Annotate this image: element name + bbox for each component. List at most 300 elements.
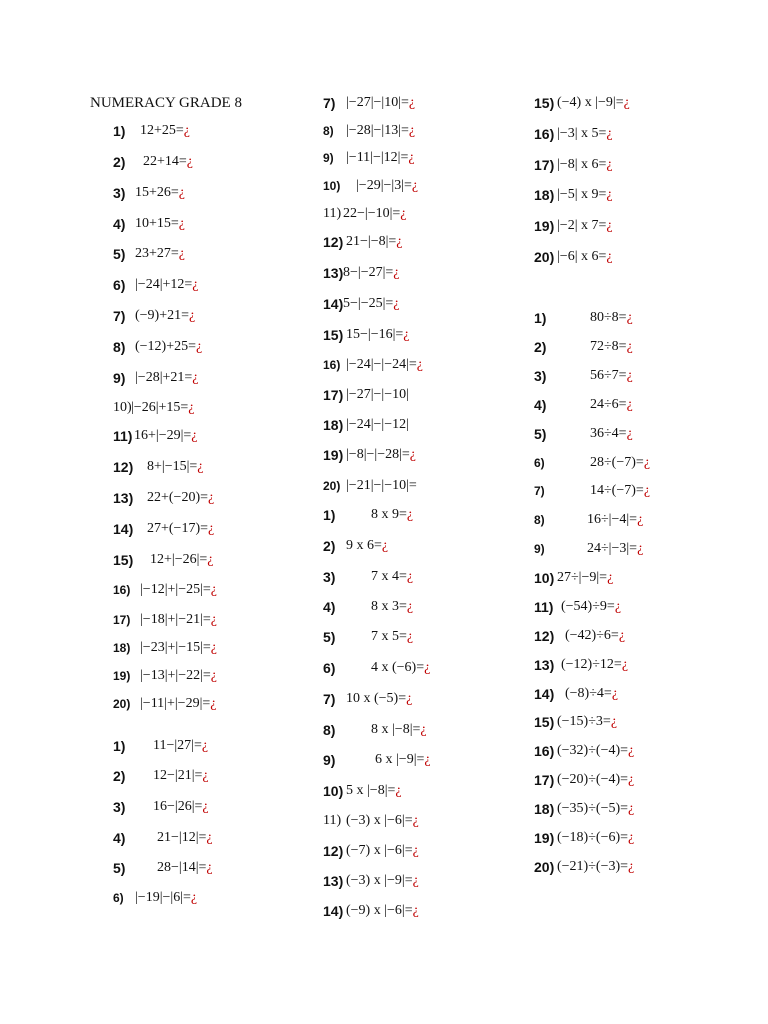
problem-number: 16) bbox=[113, 583, 131, 597]
expression-text: 12+25= bbox=[140, 123, 184, 138]
expression-text: 16÷|−4|= bbox=[587, 512, 638, 527]
answer-mark: ¿ bbox=[626, 426, 633, 441]
expression-text: 8 x |−8|= bbox=[371, 722, 421, 737]
problem-expression bbox=[346, 445, 416, 465]
expression-text: |−24|−|−24|= bbox=[346, 357, 417, 372]
problem-number: 4) bbox=[534, 397, 547, 413]
problem-number: 13) bbox=[534, 657, 555, 673]
problem-expression bbox=[147, 488, 214, 508]
problem-number: 9) bbox=[113, 370, 126, 386]
problem-expression bbox=[371, 627, 413, 647]
expression-text: (−9) x |−6|= bbox=[346, 903, 413, 918]
problem-number: 17) bbox=[323, 387, 344, 403]
problem-number: 10) bbox=[113, 400, 132, 415]
problem-expression bbox=[371, 567, 413, 587]
problem-number: 1) bbox=[113, 123, 126, 139]
answer-mark: ¿ bbox=[408, 150, 415, 165]
problem-number: 12) bbox=[323, 843, 344, 859]
problem-expression bbox=[346, 148, 415, 168]
problem-number: 18) bbox=[323, 417, 344, 433]
problem-expression bbox=[346, 901, 419, 921]
expression-text: |−28|−|13|= bbox=[346, 123, 409, 138]
expression-text: |−28|+21= bbox=[135, 370, 193, 385]
problem-number: 5) bbox=[323, 629, 336, 645]
answer-mark: ¿ bbox=[409, 447, 417, 462]
problem-expression bbox=[557, 216, 613, 236]
problem-expression bbox=[557, 185, 613, 205]
problem-expression bbox=[557, 857, 634, 877]
expression-text: 27÷|−9|= bbox=[557, 570, 608, 585]
problem-expression bbox=[557, 124, 613, 144]
problem-expression bbox=[356, 176, 418, 196]
problem-expression bbox=[557, 155, 613, 175]
problem-number: 3) bbox=[323, 569, 336, 585]
expression-text: |−11|+|−29|= bbox=[140, 696, 211, 711]
problem-number: 2) bbox=[534, 339, 547, 355]
problem-expression bbox=[590, 337, 633, 357]
problem-expression bbox=[346, 536, 388, 556]
problem-expression bbox=[557, 568, 613, 588]
problem-expression bbox=[150, 550, 214, 570]
problem-number: 19) bbox=[113, 669, 131, 683]
problem-number: 5) bbox=[113, 246, 126, 262]
problem-expression bbox=[590, 308, 633, 328]
answer-mark: ¿ bbox=[201, 738, 209, 753]
answer-mark: ¿ bbox=[643, 483, 651, 498]
problem-expression bbox=[346, 415, 409, 435]
problem-number: 12) bbox=[323, 234, 344, 250]
problem-expression bbox=[131, 398, 195, 418]
expression-text: |−18|+|−21|= bbox=[140, 612, 211, 627]
expression-text: 15−|−16|= bbox=[346, 327, 404, 342]
answer-mark: ¿ bbox=[403, 327, 410, 342]
problem-expression bbox=[140, 666, 217, 686]
answer-mark: ¿ bbox=[202, 799, 209, 814]
answer-mark: ¿ bbox=[626, 339, 633, 354]
problem-expression bbox=[346, 476, 417, 496]
answer-mark: ¿ bbox=[416, 357, 424, 372]
expression-text: (−7) x |−6|= bbox=[346, 843, 413, 858]
problem-number: 4) bbox=[323, 599, 336, 615]
problem-expression bbox=[343, 263, 400, 283]
problem-expression bbox=[147, 519, 214, 539]
answer-mark: ¿ bbox=[420, 722, 427, 737]
problem-expression bbox=[135, 888, 197, 908]
problem-number: 19) bbox=[534, 830, 555, 846]
problem-number: 15) bbox=[534, 95, 555, 111]
answer-mark: ¿ bbox=[408, 123, 416, 138]
answer-mark: ¿ bbox=[637, 512, 644, 527]
answer-mark: ¿ bbox=[210, 640, 218, 655]
problem-expression bbox=[557, 799, 634, 819]
answer-mark: ¿ bbox=[643, 455, 651, 470]
problem-number: 13) bbox=[323, 265, 344, 281]
problem-expression bbox=[371, 720, 427, 740]
answer-mark: ¿ bbox=[606, 218, 613, 233]
problem-expression bbox=[375, 750, 431, 770]
expression-text: 22−|−10|= bbox=[343, 206, 401, 221]
expression-text: 6 x |−9|= bbox=[375, 752, 425, 767]
answer-mark: ¿ bbox=[183, 123, 191, 138]
problem-number: 19) bbox=[323, 447, 344, 463]
problem-number: 6) bbox=[113, 891, 124, 905]
problem-number: 20) bbox=[323, 479, 341, 493]
answer-mark: ¿ bbox=[210, 582, 218, 597]
problem-expression bbox=[135, 306, 195, 326]
answer-mark: ¿ bbox=[186, 154, 194, 169]
problem-expression bbox=[153, 766, 209, 786]
answer-mark: ¿ bbox=[606, 157, 613, 172]
problem-number: 11) bbox=[323, 206, 342, 221]
answer-mark: ¿ bbox=[196, 339, 203, 354]
answer-mark: ¿ bbox=[623, 95, 630, 110]
problem-expression bbox=[147, 457, 204, 477]
answer-mark: ¿ bbox=[188, 400, 195, 415]
problem-expression bbox=[557, 247, 613, 267]
problem-number: 7) bbox=[534, 484, 545, 498]
problem-expression bbox=[346, 121, 415, 141]
problem-expression bbox=[135, 275, 199, 295]
answer-mark: ¿ bbox=[628, 772, 635, 787]
answer-mark: ¿ bbox=[393, 296, 400, 311]
problem-number: 15) bbox=[113, 552, 134, 568]
problem-number: 1) bbox=[323, 507, 336, 523]
expression-text: (−3) x |−9|= bbox=[346, 873, 413, 888]
problem-expression bbox=[561, 655, 628, 675]
answer-mark: ¿ bbox=[628, 859, 635, 874]
problem-number: 9) bbox=[323, 752, 336, 768]
answer-mark: ¿ bbox=[412, 873, 419, 888]
expression-text: (−20)÷(−4)= bbox=[557, 772, 629, 787]
problem-number: 3) bbox=[534, 368, 547, 384]
expression-text: 36÷4= bbox=[590, 426, 627, 441]
expression-text: (−15)÷3= bbox=[557, 714, 611, 729]
expression-text: 9 x 6= bbox=[346, 538, 382, 553]
expression-text: (−42)÷6= bbox=[565, 628, 619, 643]
problem-number: 15) bbox=[534, 714, 555, 730]
problem-expression bbox=[587, 539, 643, 559]
expression-text: (−18)÷(−6)= bbox=[557, 830, 629, 845]
problem-number: 2) bbox=[323, 538, 336, 554]
problem-number: 19) bbox=[534, 218, 555, 234]
answer-mark: ¿ bbox=[208, 490, 215, 505]
answer-mark: ¿ bbox=[412, 813, 419, 828]
problem-expression bbox=[371, 597, 413, 617]
problem-number: 8) bbox=[323, 124, 334, 138]
answer-mark: ¿ bbox=[210, 612, 218, 627]
expression-text: |−2| x 7= bbox=[557, 218, 607, 233]
answer-mark: ¿ bbox=[197, 459, 204, 474]
expression-text: 12+|−26|= bbox=[150, 552, 208, 567]
answer-mark: ¿ bbox=[190, 890, 198, 905]
problem-number: 20) bbox=[534, 249, 555, 265]
expression-text: |−27|−|10|= bbox=[346, 95, 409, 110]
expression-text: (−12)+25= bbox=[135, 339, 197, 354]
problem-expression bbox=[140, 121, 190, 141]
answer-mark: ¿ bbox=[395, 783, 402, 798]
problem-expression bbox=[140, 694, 217, 714]
answer-mark: ¿ bbox=[178, 216, 186, 231]
answer-mark: ¿ bbox=[178, 246, 186, 261]
problem-number: 7) bbox=[113, 308, 126, 324]
problem-number: 10) bbox=[323, 179, 341, 193]
problem-number: 14) bbox=[323, 903, 344, 919]
problem-expression bbox=[565, 626, 625, 646]
expression-text: |−5| x 9= bbox=[557, 187, 607, 202]
problem-number: 12) bbox=[113, 459, 134, 475]
answer-mark: ¿ bbox=[406, 691, 413, 706]
expression-text: 11−|27|= bbox=[153, 738, 202, 753]
expression-text: (−21)÷(−3)= bbox=[557, 859, 629, 874]
answer-mark: ¿ bbox=[206, 830, 213, 845]
expression-text: 21−|−8|= bbox=[346, 234, 397, 249]
problem-number: 4) bbox=[113, 830, 126, 846]
expression-text: 16+|−29|= bbox=[134, 428, 192, 443]
problem-number: 9) bbox=[534, 542, 545, 556]
expression-text: (−12)÷12= bbox=[561, 657, 622, 672]
problem-expression bbox=[346, 385, 409, 405]
problem-expression bbox=[557, 712, 617, 732]
problem-number: 11) bbox=[323, 813, 342, 828]
problem-expression bbox=[557, 93, 630, 113]
problem-number: 11) bbox=[534, 599, 554, 615]
problem-expression bbox=[143, 152, 193, 172]
answer-mark: ¿ bbox=[393, 265, 400, 280]
expression-text: |−24|+12= bbox=[135, 277, 193, 292]
problem-expression bbox=[557, 741, 634, 761]
expression-text: |−6| x 6= bbox=[557, 249, 607, 264]
answer-mark: ¿ bbox=[411, 178, 419, 193]
problem-number: 7) bbox=[323, 95, 336, 111]
answer-mark: ¿ bbox=[208, 521, 215, 536]
expression-text: 8 x 9= bbox=[371, 507, 407, 522]
answer-mark: ¿ bbox=[412, 903, 419, 918]
expression-text: 56÷7= bbox=[590, 368, 627, 383]
expression-text: (−54)÷9= bbox=[561, 599, 615, 614]
answer-mark: ¿ bbox=[610, 714, 618, 729]
answer-mark: ¿ bbox=[381, 538, 389, 553]
expression-text: 23+27= bbox=[135, 246, 179, 261]
answer-mark: ¿ bbox=[178, 185, 186, 200]
problem-expression bbox=[346, 232, 403, 252]
problem-expression bbox=[346, 689, 412, 709]
answer-mark: ¿ bbox=[628, 830, 635, 845]
answer-mark: ¿ bbox=[406, 507, 414, 522]
answer-mark: ¿ bbox=[621, 657, 629, 672]
expression-text: 24÷6= bbox=[590, 397, 627, 412]
answer-mark: ¿ bbox=[628, 801, 635, 816]
problem-number: 14) bbox=[323, 296, 344, 312]
expression-text: 7 x 4= bbox=[371, 569, 407, 584]
problem-expression bbox=[140, 610, 217, 630]
problem-expression bbox=[590, 453, 650, 473]
problem-number: 16) bbox=[534, 126, 555, 142]
problem-expression bbox=[135, 183, 185, 203]
answer-mark: ¿ bbox=[412, 843, 419, 858]
answer-mark: ¿ bbox=[628, 743, 635, 758]
answer-mark: ¿ bbox=[202, 768, 209, 783]
problem-expression bbox=[343, 204, 407, 224]
answer-mark: ¿ bbox=[191, 428, 198, 443]
expression-text: 12−|21|= bbox=[153, 768, 203, 783]
expression-text: (−8)÷4= bbox=[565, 686, 612, 701]
problem-number: 12) bbox=[534, 628, 555, 644]
problem-expression bbox=[157, 828, 213, 848]
expression-text: |−29|−|3|= bbox=[356, 178, 412, 193]
expression-text: |−27|−|−10| bbox=[346, 387, 409, 402]
problem-expression bbox=[561, 597, 621, 617]
problem-number: 16) bbox=[323, 358, 341, 372]
expression-text: 16−|26|= bbox=[153, 799, 203, 814]
problem-expression bbox=[343, 294, 400, 314]
problem-expression bbox=[371, 658, 430, 678]
problem-expression bbox=[134, 426, 198, 446]
answer-mark: ¿ bbox=[189, 308, 196, 323]
problem-expression bbox=[346, 871, 419, 891]
answer-mark: ¿ bbox=[424, 660, 431, 675]
problem-expression bbox=[135, 337, 202, 357]
problem-number: 10) bbox=[323, 783, 344, 799]
answer-mark: ¿ bbox=[396, 234, 403, 249]
answer-mark: ¿ bbox=[637, 541, 644, 556]
answer-mark: ¿ bbox=[626, 397, 633, 412]
answer-mark: ¿ bbox=[406, 629, 414, 644]
expression-text: |−19|−|6|= bbox=[135, 890, 191, 905]
answer-mark: ¿ bbox=[606, 126, 613, 141]
problem-expression bbox=[346, 841, 419, 861]
expression-text: (−35)÷(−5)= bbox=[557, 801, 629, 816]
problem-number: 11) bbox=[113, 428, 133, 444]
problem-number: 6) bbox=[534, 456, 545, 470]
expression-text: (−3) x |−6|= bbox=[346, 813, 413, 828]
problem-expression bbox=[153, 736, 208, 756]
problem-expression bbox=[140, 638, 217, 658]
problem-number: 14) bbox=[534, 686, 555, 702]
expression-text: |−23|+|−15|= bbox=[140, 640, 211, 655]
answer-mark: ¿ bbox=[210, 696, 217, 711]
problem-expression bbox=[346, 325, 410, 345]
problem-number: 13) bbox=[323, 873, 344, 889]
problem-expression bbox=[135, 214, 185, 234]
expression-text: 27+(−17)= bbox=[147, 521, 209, 536]
answer-mark: ¿ bbox=[606, 187, 613, 202]
expression-text: 8+|−15|= bbox=[147, 459, 198, 474]
problem-number: 5) bbox=[534, 426, 547, 442]
expression-text: 5 x |−8|= bbox=[346, 783, 396, 798]
problem-number: 3) bbox=[113, 185, 126, 201]
answer-mark: ¿ bbox=[606, 249, 613, 264]
answer-mark: ¿ bbox=[206, 860, 213, 875]
answer-mark: ¿ bbox=[400, 206, 407, 221]
expression-text: (−4) x |−9|= bbox=[557, 95, 624, 110]
expression-text: 28÷(−7)= bbox=[590, 455, 644, 470]
answer-mark: ¿ bbox=[626, 368, 633, 383]
problem-number: 15) bbox=[323, 327, 344, 343]
problem-expression bbox=[590, 424, 633, 444]
problem-expression bbox=[590, 481, 650, 501]
problem-expression bbox=[135, 368, 199, 388]
expression-text: 21−|12|= bbox=[157, 830, 207, 845]
expression-text: (−9)+21= bbox=[135, 308, 190, 323]
problem-number: 18) bbox=[534, 187, 555, 203]
problem-expression bbox=[153, 797, 209, 817]
problem-number: 2) bbox=[113, 154, 126, 170]
problem-expression bbox=[557, 770, 634, 790]
expression-text: 5−|−25|= bbox=[343, 296, 394, 311]
answer-mark: ¿ bbox=[408, 95, 416, 110]
expression-text: 10+15= bbox=[135, 216, 179, 231]
problem-number: 7) bbox=[323, 691, 336, 707]
problem-expression bbox=[590, 366, 633, 386]
answer-mark: ¿ bbox=[618, 628, 626, 643]
problem-number: 9) bbox=[323, 151, 334, 165]
answer-mark: ¿ bbox=[424, 752, 431, 767]
problem-number: 1) bbox=[534, 310, 547, 326]
problem-expression bbox=[371, 505, 413, 525]
expression-text: |−24|−|−12| bbox=[346, 417, 409, 432]
problem-expression bbox=[346, 781, 402, 801]
problem-number: 2) bbox=[113, 768, 126, 784]
answer-mark: ¿ bbox=[210, 668, 218, 683]
expression-text: |−12|+|−25|= bbox=[140, 582, 211, 597]
problem-number: 13) bbox=[113, 490, 134, 506]
answer-mark: ¿ bbox=[192, 370, 199, 385]
expression-text: 14÷(−7)= bbox=[590, 483, 644, 498]
answer-mark: ¿ bbox=[607, 570, 614, 585]
problem-number: 6) bbox=[113, 277, 126, 293]
problem-number: 17) bbox=[534, 772, 555, 788]
answer-mark: ¿ bbox=[614, 599, 622, 614]
problem-number: 10) bbox=[534, 570, 555, 586]
expression-text: 4 x (−6)= bbox=[371, 660, 425, 675]
expression-text: 10 x (−5)= bbox=[346, 691, 407, 706]
problem-expression bbox=[557, 828, 634, 848]
problem-number: 14) bbox=[113, 521, 134, 537]
problem-number: 4) bbox=[113, 216, 126, 232]
expression-text: |−3| x 5= bbox=[557, 126, 607, 141]
expression-text: 24÷|−3|= bbox=[587, 541, 638, 556]
answer-mark: ¿ bbox=[406, 569, 414, 584]
expression-text: 72÷8= bbox=[590, 339, 627, 354]
expression-text: 22+(−20)= bbox=[147, 490, 209, 505]
problem-expression bbox=[346, 355, 423, 375]
problem-number: 8) bbox=[323, 722, 336, 738]
expression-text: 7 x 5= bbox=[371, 629, 407, 644]
problem-number: 3) bbox=[113, 799, 126, 815]
expression-text: 8 x 3= bbox=[371, 599, 407, 614]
problem-expression bbox=[587, 510, 643, 530]
problem-expression bbox=[565, 684, 618, 704]
expression-text: |−8|−|−28|= bbox=[346, 447, 410, 462]
expression-text: |−13|+|−22|= bbox=[140, 668, 211, 683]
answer-mark: ¿ bbox=[207, 552, 214, 567]
answer-mark: ¿ bbox=[192, 277, 199, 292]
problem-expression bbox=[135, 244, 185, 264]
answer-mark: ¿ bbox=[406, 599, 414, 614]
expression-text: |−11|−|12|= bbox=[346, 150, 409, 165]
worksheet-title: NUMERACY GRADE 8 bbox=[90, 95, 242, 111]
expression-text: 28−|14|= bbox=[157, 860, 207, 875]
problem-number: 1) bbox=[113, 738, 126, 754]
problem-number: 8) bbox=[113, 339, 126, 355]
problem-expression bbox=[590, 395, 633, 415]
problem-number: 16) bbox=[534, 743, 555, 759]
problem-expression bbox=[346, 811, 419, 831]
expression-text: 15+26= bbox=[135, 185, 179, 200]
answer-mark: ¿ bbox=[611, 686, 619, 701]
problem-number: 6) bbox=[323, 660, 336, 676]
problem-number: 20) bbox=[113, 697, 131, 711]
